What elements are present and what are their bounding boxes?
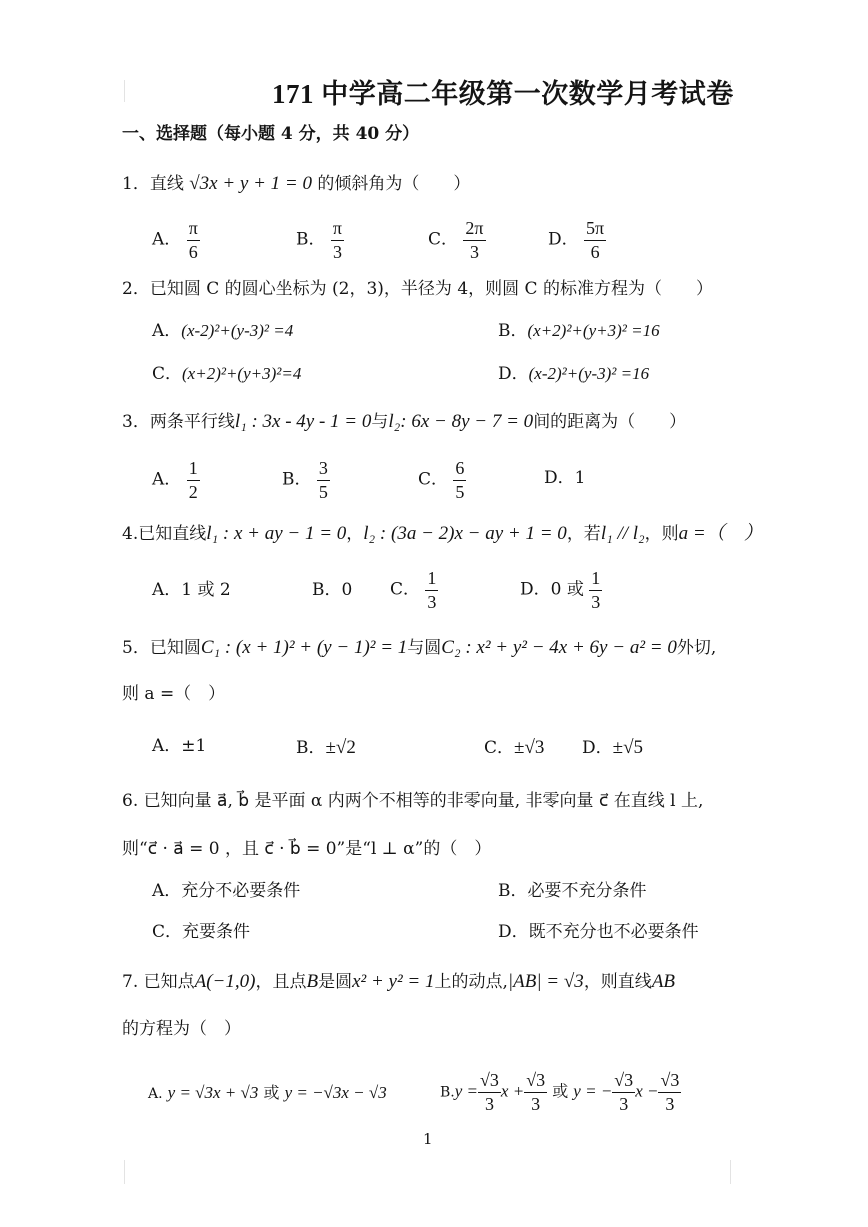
option-text: 充要条件 <box>182 922 251 942</box>
or-text: 或 <box>552 1081 569 1101</box>
option-label: B. <box>440 1084 455 1101</box>
fraction: $\frac{√3}{3}$ <box>526 1070 546 1114</box>
question-1-option-c[interactable] <box>428 218 486 262</box>
stem-text: 外切, <box>676 638 717 658</box>
option-text: 充分不必要条件 <box>181 881 301 901</box>
question-3-option-b[interactable] <box>282 458 330 502</box>
question-5-stem-continued: 则 a =（ ） <box>122 684 226 704</box>
option-label: A． <box>152 881 182 901</box>
fraction: $\frac{1}{2}$ <box>188 458 198 502</box>
fraction: $\frac{1}{3}$ <box>427 568 437 612</box>
question-1-option-b[interactable] <box>296 218 344 262</box>
scan-corner-mark <box>730 1160 755 1184</box>
question-5-option-b[interactable] <box>296 738 356 757</box>
question-6-stem: 6. 已知向量 a⃗, b⃗ 是平面 α 内两个不相等的非零向量, 非零向量 c⃗ 在直线 l 上, <box>122 791 704 811</box>
question-3-option-c[interactable] <box>418 458 466 502</box>
option-text: ±1 <box>181 736 207 756</box>
fraction: $\frac{\pi}{3}$ <box>332 218 342 262</box>
question-7-stem <box>122 972 675 991</box>
question-5-option-d[interactable] <box>582 738 643 757</box>
question-6-option-d[interactable] <box>498 924 699 941</box>
option-label: B． <box>498 321 528 341</box>
question-5-option-c[interactable] <box>484 738 544 757</box>
question-2-option-d[interactable] <box>498 365 649 383</box>
fraction: $\frac{\pi}{6}$ <box>188 218 198 262</box>
question-5-stem <box>122 638 716 657</box>
question-3-option-a[interactable] <box>152 458 200 502</box>
question-1-stem <box>122 174 470 193</box>
line-equation: y = −√3x − √3 <box>284 1083 387 1102</box>
stem-text: 是圆 <box>318 972 353 992</box>
question-2-option-a[interactable] <box>152 322 293 340</box>
equation-part: x − <box>635 1081 659 1101</box>
option-label: C． <box>418 469 449 490</box>
option-label: D． <box>498 364 529 384</box>
circle-equation: C₂ : x² + y² − 4x + 6y − a² = 0 <box>441 637 677 658</box>
option-label: B． <box>498 881 528 901</box>
question-1-option-d[interactable] <box>548 218 606 262</box>
option-label: D． <box>582 738 613 758</box>
stem-text: 间的距离为（ ） <box>533 412 687 432</box>
line-ab: AB <box>651 971 676 992</box>
distance-condition: |AB| = √3 <box>507 971 584 992</box>
question-number: 5． <box>122 638 150 658</box>
circle-equation: C₁ : (x + 1)² + (y − 1)² = 1 <box>200 637 408 658</box>
line-equation: l₂: 6x − 8y − 7 = 0 <box>388 411 534 432</box>
line-equation: y = √3x + √3 <box>167 1083 259 1102</box>
scan-corner-mark <box>100 80 125 102</box>
question-4-option-d[interactable] <box>520 568 602 612</box>
question-3-option-d[interactable] <box>544 470 585 487</box>
stem-text: 已知圆 <box>149 638 201 658</box>
question-2-stem: 2．已知圆 C 的圆心坐标为 (2，3)，半径为 4，则圆 C 的标准方程为（ ） <box>122 279 713 299</box>
option-text: (x-2)²+(y-3)² =16 <box>528 364 650 383</box>
fraction: $\frac{3}{5}$ <box>318 458 328 502</box>
option-label: B． <box>296 738 326 758</box>
question-2-option-c[interactable] <box>152 365 301 383</box>
question-number: 4. <box>122 524 139 544</box>
option-label: D． <box>520 579 551 600</box>
line-equation: l₁ : 3x - 4y - 1 = 0 <box>234 411 372 432</box>
question-7-option-b[interactable] <box>440 1070 681 1114</box>
stem-text: ，且点 <box>255 972 307 992</box>
stem-text: 与 <box>371 412 389 432</box>
page-number: 1 <box>423 1130 433 1148</box>
question-5-option-a[interactable] <box>152 738 206 755</box>
option-label: A． <box>152 229 182 250</box>
option-text: ±√2 <box>325 737 356 758</box>
option-label: D． <box>498 922 529 942</box>
fraction: $\frac{1}{3}$ <box>591 568 601 612</box>
option-text: 1 <box>574 468 586 488</box>
question-4-stem: 4.已知直线l₁ : x + ay − 1 = 0，l₂ : (3a − 2)x − ay + 1 = 0，若l₁ // l₂，则a =（ ） <box>122 523 763 544</box>
option-text: ±√3 <box>514 737 545 758</box>
point-b: B <box>306 971 319 992</box>
parallel-condition: l₁ // l₂ <box>600 523 645 544</box>
option-label: C． <box>428 229 459 250</box>
stem-text: ，则直线 <box>583 972 652 992</box>
question-number: 1． <box>122 174 150 194</box>
fraction: $\frac{5\pi}{6}$ <box>586 218 605 262</box>
question-4-option-a[interactable] <box>152 582 231 599</box>
question-6-stem-continued: 则“c⃗ · a⃗ = 0 ，且 c⃗ · b⃗ = 0”是“l ⊥ α”的（ ） <box>122 839 492 859</box>
fraction: $\frac{√3}{3}$ <box>614 1070 634 1114</box>
section-heading: 一、选择题（每小题 4 分，共 40 分） <box>122 124 420 144</box>
fraction: $\frac{√3}{3}$ <box>480 1070 499 1114</box>
option-label: A． <box>152 321 182 341</box>
stem-text: 与圆 <box>407 638 442 658</box>
question-7-stem-continued: 的方程为（ ） <box>122 1019 241 1039</box>
fraction: $\frac{√3}{3}$ <box>660 1070 680 1114</box>
line-equation: l₁ : x + ay − 1 = 0 <box>206 523 347 544</box>
option-text: 既不充分也不必要条件 <box>528 922 699 942</box>
option-text: (x+2)²+(y+3)²=4 <box>182 364 302 383</box>
equation: √3x + y + 1 = 0 <box>189 173 312 194</box>
option-text: (x+2)²+(y+3)² =16 <box>527 321 660 340</box>
line-equation: l₂ : (3a − 2)x − ay + 1 = 0 <box>363 523 567 544</box>
circle-equation: x² + y² = 1 <box>352 971 435 992</box>
equation-part: y = <box>454 1081 479 1101</box>
option-text: 必要不充分条件 <box>527 881 647 901</box>
stem-text: 的倾斜角为（ ） <box>317 174 471 194</box>
question-6-option-a[interactable] <box>152 883 300 900</box>
question-4-option-b[interactable] <box>312 582 352 599</box>
option-label: C． <box>390 579 421 600</box>
stem-text: 两条平行线 <box>149 412 235 432</box>
option-label: A． <box>152 469 182 490</box>
option-text: 0 <box>341 580 353 600</box>
option-label: C． <box>152 364 183 384</box>
point-a: A(−1,0) <box>194 971 256 992</box>
stem-text: 7. 已知点 <box>122 972 195 992</box>
question-2-option-b[interactable] <box>498 322 660 340</box>
option-label: C． <box>484 738 515 758</box>
stem-text: 已知直线 <box>138 524 207 544</box>
stem-text: ，则 <box>644 524 679 544</box>
option-label: B． <box>312 580 342 600</box>
option-text: ±√5 <box>612 737 643 758</box>
option-label: B． <box>282 469 312 490</box>
option-label: C． <box>152 922 183 942</box>
fraction: $\frac{2\pi}{3}$ <box>465 218 484 262</box>
option-label: B． <box>296 229 326 250</box>
question-1-option-a[interactable] <box>152 218 200 262</box>
option-label: A． <box>152 580 182 600</box>
question-6-option-b[interactable] <box>498 883 647 900</box>
fraction: $\frac{6}{5}$ <box>455 458 465 502</box>
equation-part: y = − <box>573 1081 613 1101</box>
stem-text: 上的动点, <box>434 972 508 992</box>
question-number: 3． <box>122 412 150 432</box>
equation-part: x + <box>500 1081 525 1101</box>
question-3-stem <box>122 412 686 431</box>
or-text: 或 <box>263 1083 280 1102</box>
stem-text: 直线 <box>149 174 184 194</box>
option-label: D． <box>544 468 575 488</box>
question-4-option-c[interactable] <box>390 568 438 612</box>
option-label: A． <box>152 736 182 756</box>
scan-corner-mark <box>100 1160 125 1184</box>
option-label: D． <box>548 229 579 250</box>
question-7-option-a[interactable] <box>148 1084 387 1101</box>
option-label: A. <box>148 1086 163 1102</box>
option-text: 0 或 <box>550 579 584 600</box>
option-text: 1 或 2 <box>181 580 231 600</box>
exam-title: 171 中学高二年级第一次数学月考试卷 <box>272 79 734 109</box>
option-text: (x-2)²+(y-3)² =4 <box>181 321 294 340</box>
question-6-option-c[interactable] <box>152 924 250 941</box>
answer-blank: a =（ ） <box>678 523 763 544</box>
stem-text: ，若 <box>566 524 601 544</box>
